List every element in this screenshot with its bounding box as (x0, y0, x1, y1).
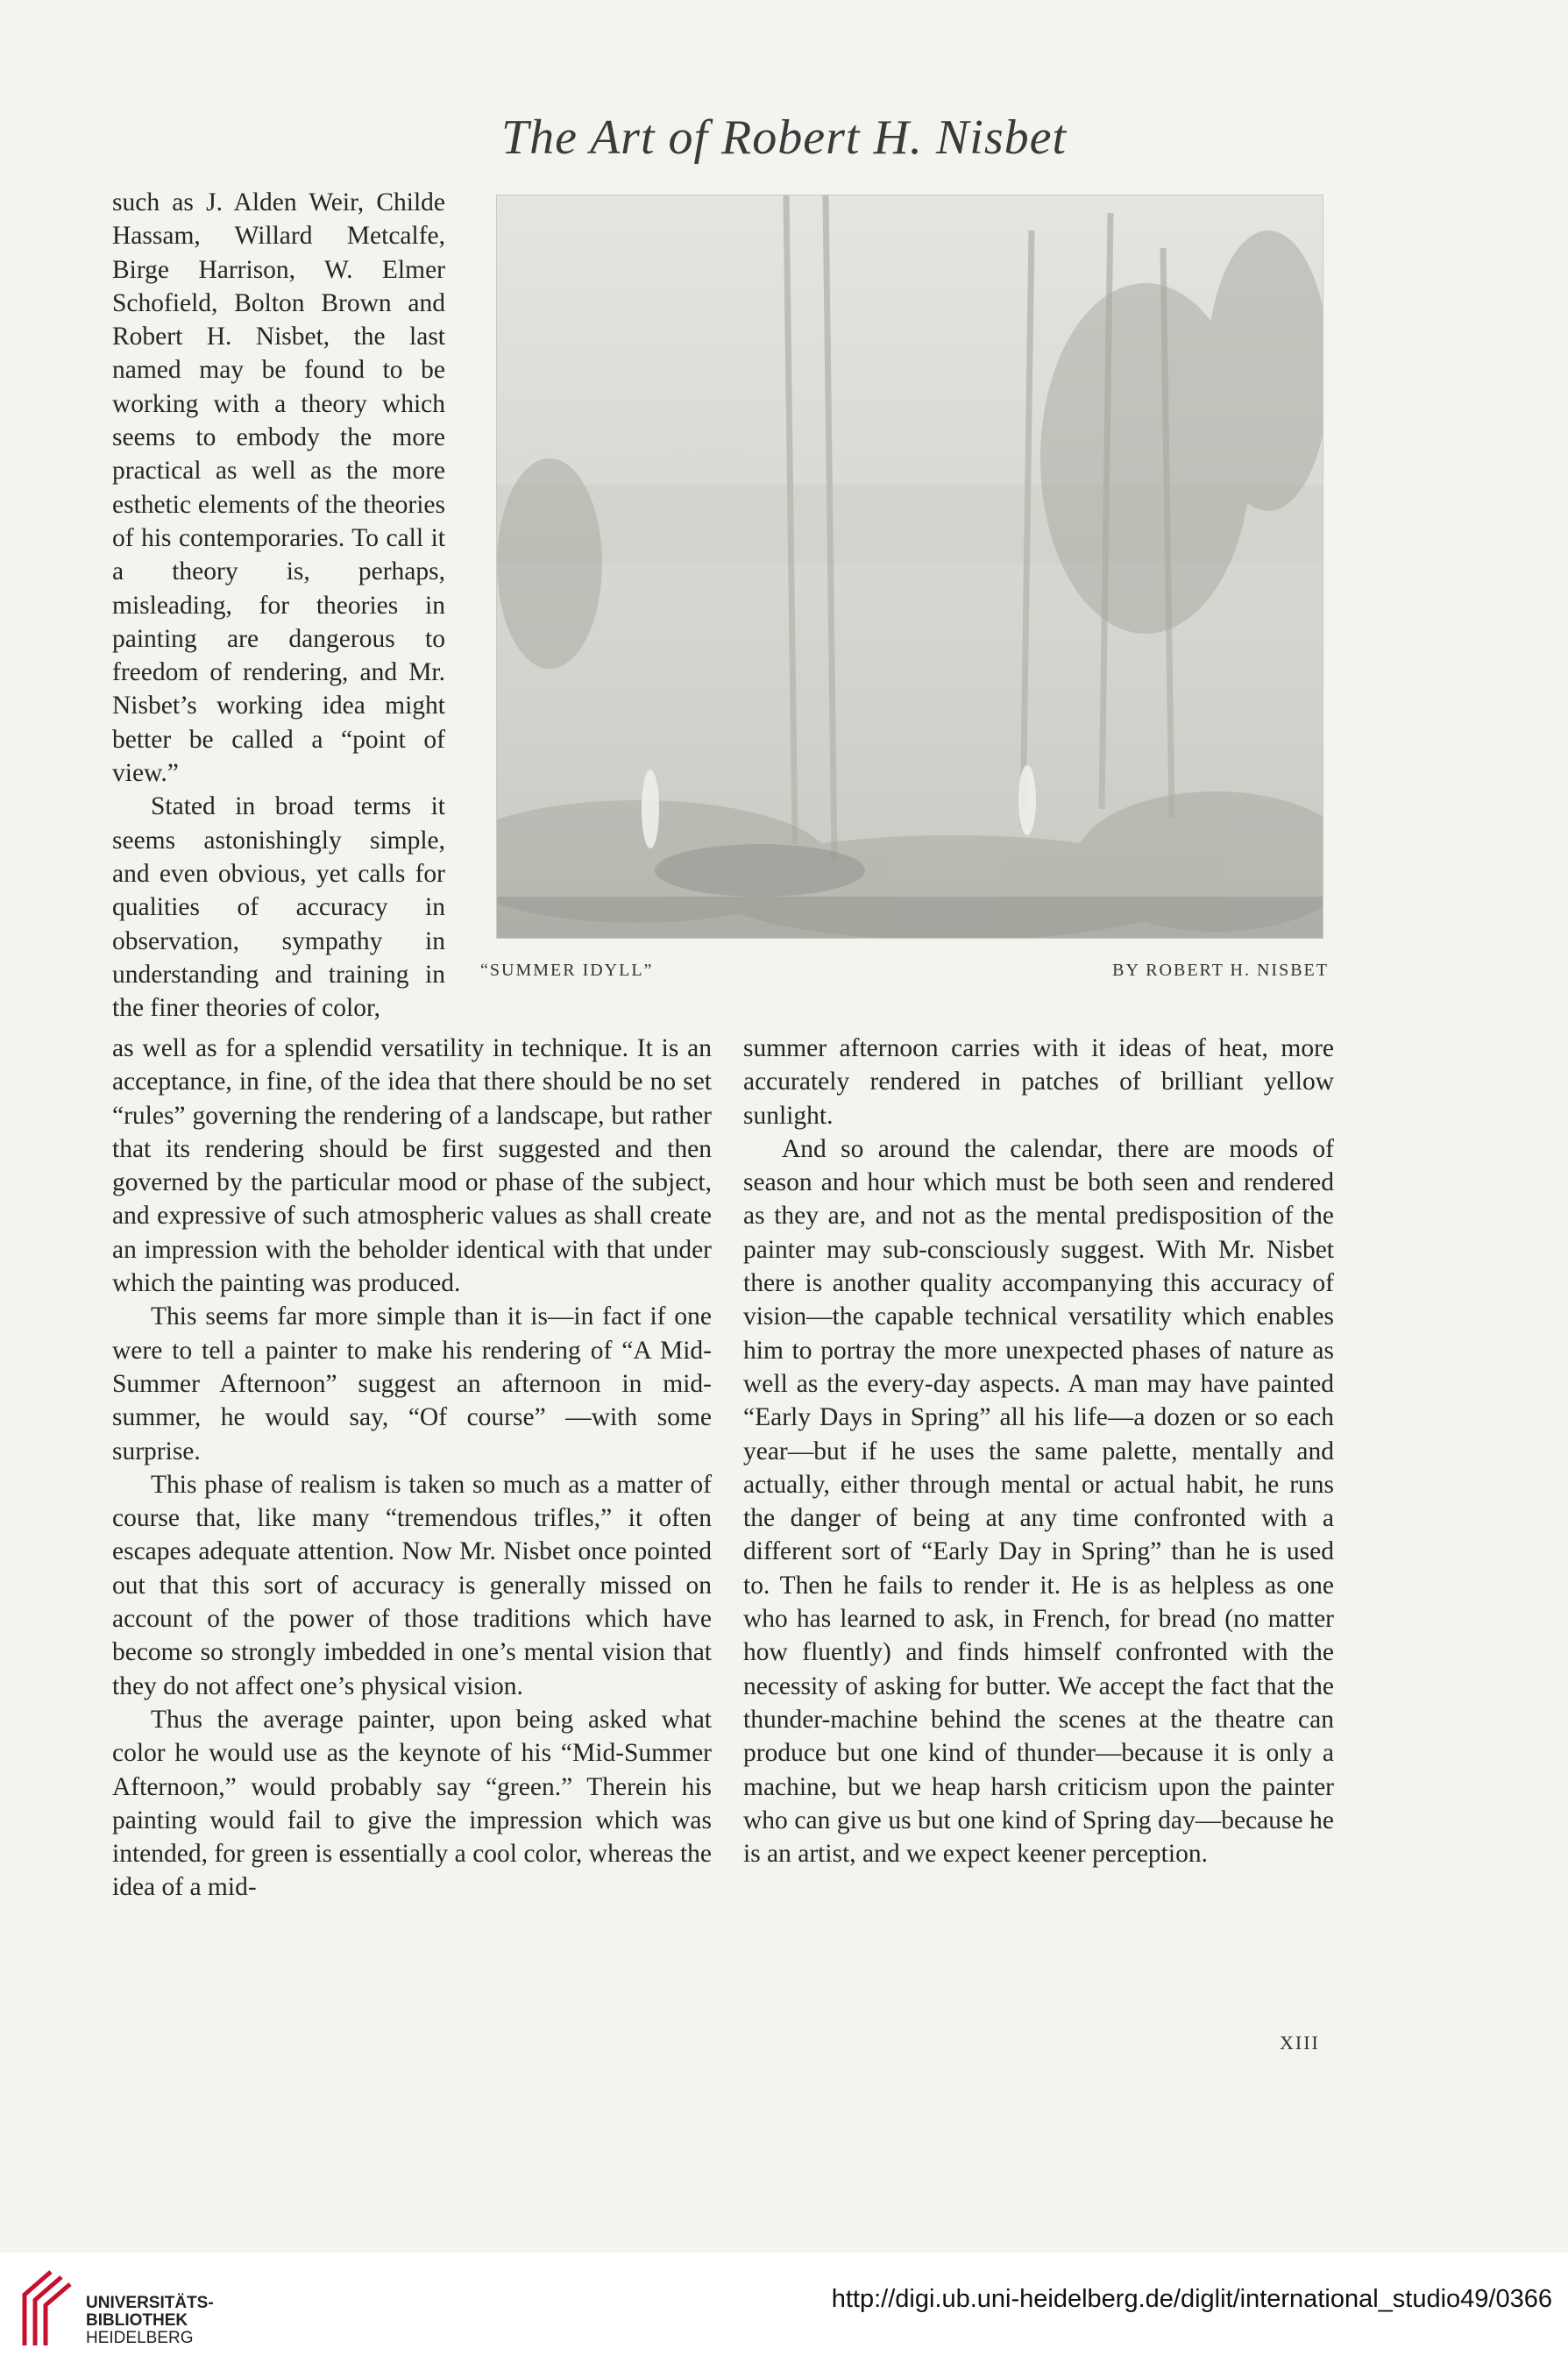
paragraph: such as J. Alden Weir, Childe Hassam, Willard Metcalfe, Birge Harrison, W. Elmer Schofield, Bolton Brown and Robert H. Nisbet, the last named may be found to be working with a theory which seems to embody the more practical as well as the more esthetic elements of the theories of his contemporaries. To call it a theory is, perhaps, misleading, for theories in painting are dangerous to freedom of rendering, and Mr. Nisbet’s working idea might better be called a “point of view.” (112, 188, 445, 788)
running-head: The Art of Robert H. Nisbet (500, 110, 1068, 165)
paragraph: This seems far more simple than it is—in fact if one were to tell a painter to make his rendering of “A Mid-Summer Afternoon” suggest an afternoon in mid-summer, he would say, “Of course” —with some surprise. (112, 1302, 712, 1465)
library-name (86, 2295, 214, 2347)
paragraph: This phase of realism is taken so much as a matter of course that, like many “tremendous trifles,” it often escapes adequate attention. Now Mr. Nisbet once pointed out that this sort of accuracy is generally missed on account of the power of those traditions which have become so strongly imbedded in one’s mental vision that they do not affect one’s physical vision. (112, 1470, 712, 1700)
source-url-link[interactable]: http://digi.ub.uni-heidelberg.de/diglit/international_studio49/0366 (831, 2285, 1552, 2313)
text-column-top-left (112, 186, 445, 1025)
paragraph: summer afternoon carries with it ideas of heat, more accurately rendered in patches of brilliant yellow sunlight. (743, 1034, 1334, 1130)
painting-illustration (496, 195, 1323, 939)
page-number: XIII (1280, 2032, 1320, 2054)
library-name-line: UNIVERSITÄTS- (86, 2294, 214, 2312)
paragraph: And so around the calendar, there are moods of season and hour which must be both seen and rendered as they are, and not as the mental predisposition of the painter may sub-consciously suggest. With Mr. Nisbet there is another quality accompanying this accuracy of vision—the capable technical versatility which enables him to portray the more unexpected phases of nature as well as the every-day aspects. A man may have painted “Early Days in Spring” all his life—a dozen or so each year—but if he uses the same palette, mentally and actually, either through mental or actual habit, he runs the danger of being at any time confronted with a different sort of “Early Day in Spring” than he is used to. Then he fails to render it. He is as helpless as one who has learned to ask, in French, for bread (no matter how fluently) and finds himself confronted with the necessity of asking for butter. We accept the fact that the thunder-machine behind the scenes at the theatre can produce but one kind of thunder—because it is only a machine, but we heap harsh criticism upon the painter who can give us but one kind of Spring day—because he is an artist, and we expect keener perception. (743, 1134, 1334, 1869)
library-logo-icon (16, 2268, 75, 2349)
text-column-right (743, 1032, 1334, 1870)
text-column-left (112, 1032, 712, 1905)
paragraph: Stated in broad terms it seems astonishingly simple, and even obvious, yet calls for qualities of accuracy in observation, sympathy in understanding and training in the finer theories of color, (112, 792, 445, 1023)
figure-caption-credit: BY ROBERT H. NISBET (1112, 961, 1329, 980)
paragraph: Thus the average painter, upon being asked what color he would use as the keynote of his “Mid-Summer Afternoon,” would probably say “green.” Therein his painting would fail to give the impression which was intended, for green is essentially a cool color, whereas the idea of a mid- (112, 1705, 712, 1902)
figure-caption-title: “SUMMER IDYLL” (480, 961, 654, 980)
library-name-line: HEIDELBERG (86, 2329, 194, 2347)
library-name-line: BIBLIOTHEK (86, 2311, 188, 2330)
paragraph: as well as for a splendid versatility in technique. It is an acceptance, in fine, of the idea that there should be no set “rules” governing the rendering of a landscape, but rather that its rendering should be first suggested and then governed by the particular mood or phase of the subject, and expressive of such atmospheric values as shall create an impression with the beholder identical with that under which the painting was produced. (112, 1034, 712, 1298)
painting-image (497, 195, 1323, 938)
